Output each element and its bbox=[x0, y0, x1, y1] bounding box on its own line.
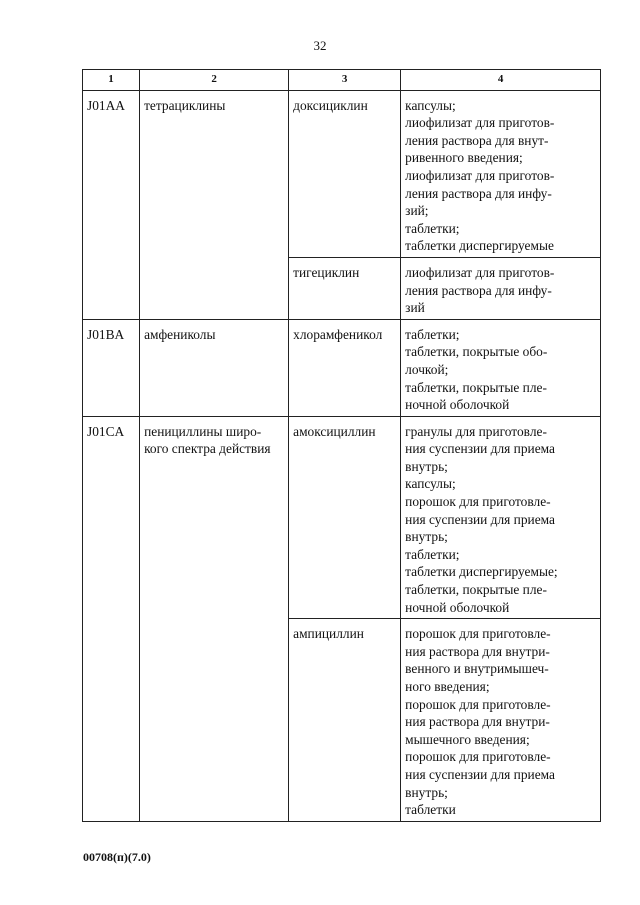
group-name-cell: пенициллины широ- кого спектра действия bbox=[140, 416, 289, 821]
document-footer-code: 00708(п)(7.0) bbox=[83, 850, 151, 864]
atc-code-cell: J01BA bbox=[83, 319, 140, 416]
table-row bbox=[83, 319, 601, 416]
drug-name-cell: хлорамфеникол bbox=[289, 319, 401, 416]
group-name-cell: амфениколы bbox=[140, 319, 289, 416]
group-name-cell: тетрациклины bbox=[140, 90, 289, 319]
page-number: 32 bbox=[313, 38, 327, 53]
drug-table bbox=[82, 69, 601, 822]
table-row bbox=[83, 90, 601, 257]
drug-name-cell: ампициллин bbox=[289, 619, 401, 822]
column-header-1: 1 bbox=[83, 70, 140, 91]
dosage-forms-cell: порошок для приготовле- ния раствора для внутри- венного и внутримышеч- ного введения; порошок для приготовле- ния раствора для внутри- мышечного введения; порошок для приготовле- ния суспензии для приема внутрь; таблетки bbox=[401, 619, 601, 822]
column-header-4: 4 bbox=[401, 70, 601, 91]
column-header-2: 2 bbox=[140, 70, 289, 91]
dosage-forms-cell: таблетки; таблетки, покрытые обо- лочкой; таблетки, покрытые пле- ночной оболочкой bbox=[401, 319, 601, 416]
table-row bbox=[83, 416, 601, 619]
table-header-row bbox=[83, 70, 601, 91]
dosage-forms-cell: гранулы для приготовле- ния суспензии для приема внутрь; капсулы; порошок для приготовле- ния суспензии для приема внутрь; таблетки; таблетки диспергируемые; таблетки, покрытые пле- ночной оболочкой bbox=[401, 416, 601, 619]
atc-code-cell: J01CA bbox=[83, 416, 140, 821]
drug-name-cell: тигециклин bbox=[289, 257, 401, 319]
drug-name-cell: доксициклин bbox=[289, 90, 401, 257]
dosage-forms-cell: лиофилизат для приготов- ления раствора для инфу- зий bbox=[401, 257, 601, 319]
drug-name-cell: амоксициллин bbox=[289, 416, 401, 619]
dosage-forms-cell: капсулы; лиофилизат для приготов- ления раствора для внут- ривенного введения; лиофилизат для приготов- ления раствора для инфу- зий; таблетки; таблетки диспергируемые bbox=[401, 90, 601, 257]
atc-code-cell: J01AA bbox=[83, 90, 140, 319]
column-header-3: 3 bbox=[289, 70, 401, 91]
